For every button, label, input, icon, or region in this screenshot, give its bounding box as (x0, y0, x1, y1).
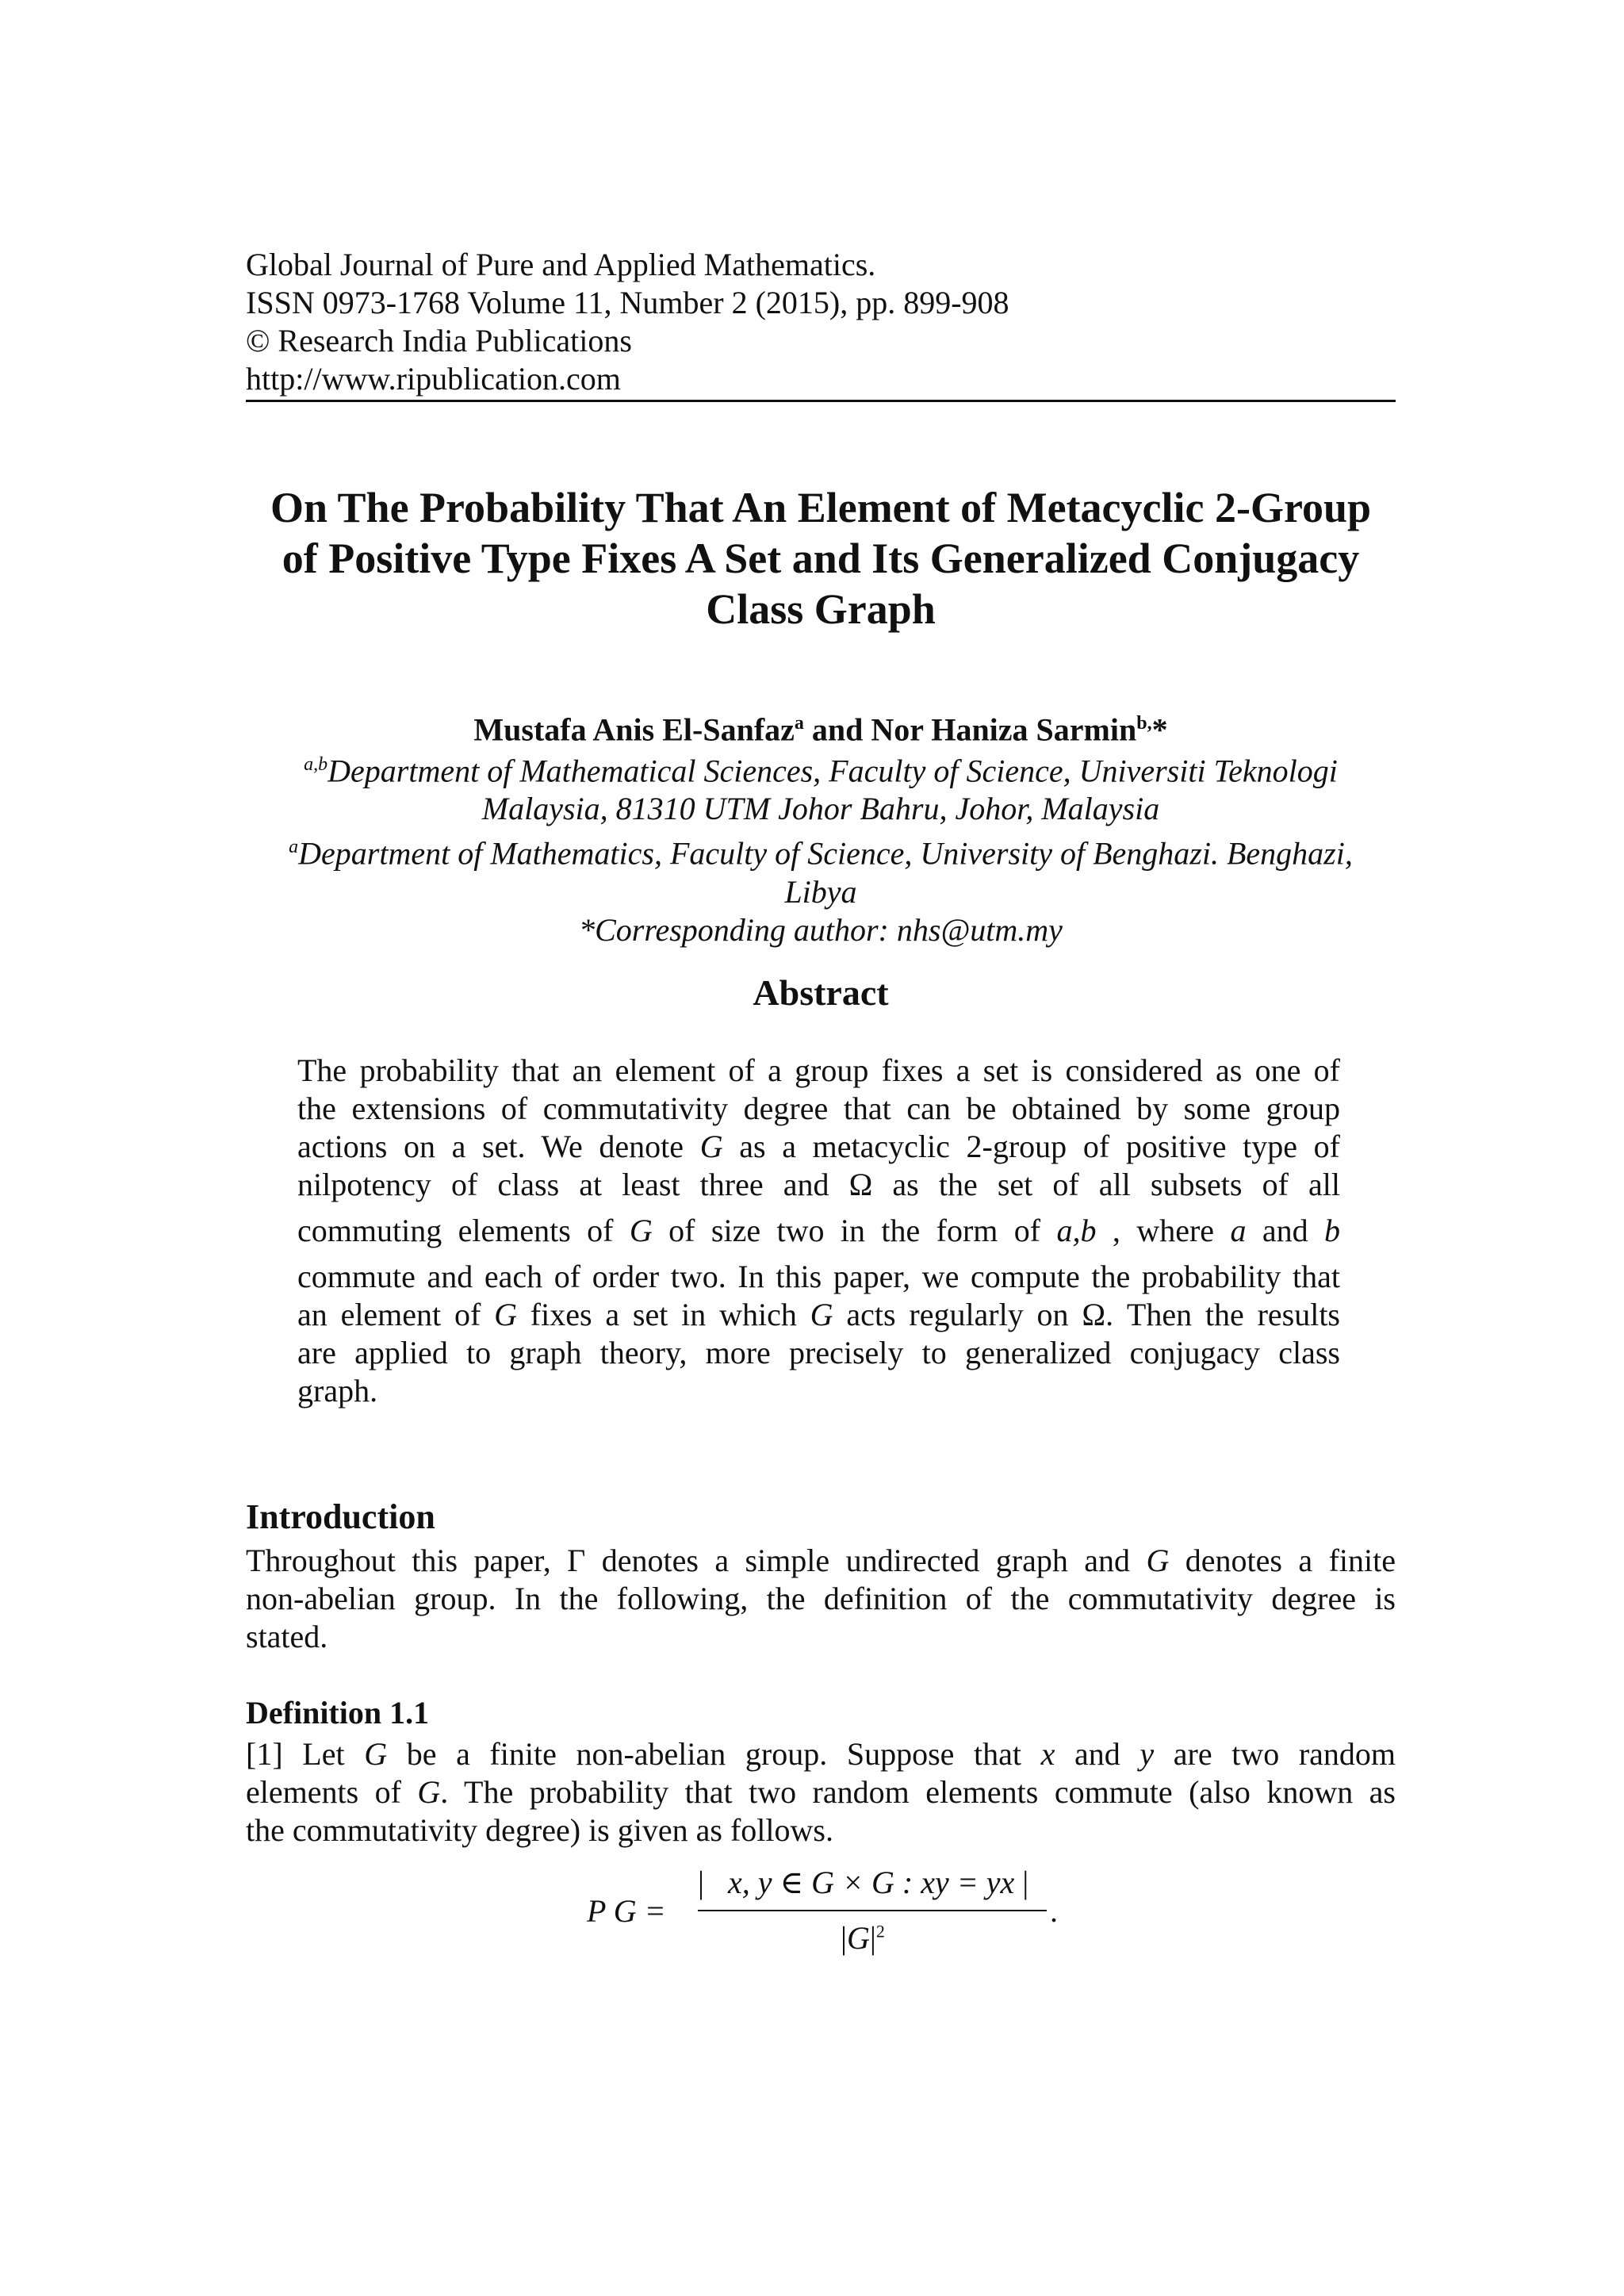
intro-line-3: stated. (246, 1619, 328, 1654)
aff-1-line-2: Malaysia, 81310 UTM Johor Bahru, Johor, Malaysia (481, 791, 1160, 827)
intro-line-1: Throughout this paper, Γ denotes a simple undirected graph and G denotes a finite (246, 1543, 1396, 1578)
aff-2-line-1: Department of Mathematics, Faculty of Science, University of Benghazi. Benghazi, (298, 835, 1353, 872)
def-line-3: the commutativity degree) is given as follows. (246, 1812, 833, 1848)
def-line-1: [1] Let G be a finite non-abelian group. Suppose that x and y are two random (246, 1736, 1396, 1772)
abstract-line-7: an element of G fixes a set in which G acts regularly on Ω. Then the results (297, 1297, 1340, 1332)
abstract-heading: Abstract (753, 972, 889, 1013)
abstract-line-8: are applied to graph theory, more precisely to generalized conjugacy class (297, 1335, 1340, 1370)
abstract-line-6: commute and each of order two. In this paper, we compute the probability that (297, 1259, 1340, 1294)
author-1-sup: a (794, 713, 804, 734)
formula-denominator: $|G|^2$ (841, 1920, 885, 1956)
journal-header (246, 246, 1396, 398)
definition-heading: Definition 1.1 (246, 1695, 430, 1731)
math-a: a (1230, 1213, 1247, 1248)
intro-line-2: non-abelian group. In the following, the definition of the commutativity degree is (246, 1581, 1396, 1616)
math-b: b (1324, 1213, 1341, 1248)
journal-publisher: © Research India Publications (246, 323, 632, 358)
corresponding-mark: * (1151, 711, 1168, 748)
math-ab: a,b (1056, 1213, 1097, 1248)
title-line-3: Class Graph (706, 585, 936, 633)
abstract-line-9: graph. (297, 1373, 378, 1409)
commutativity-degree-formula (587, 1864, 1078, 1967)
author-line (222, 704, 1419, 749)
paper-title (222, 482, 1419, 634)
math-G: G (417, 1774, 441, 1810)
aff-2-sup: a (289, 837, 299, 858)
abstract-text (297, 1052, 1340, 1410)
abstract-line-2: the extensions of commutativity degree that can be obtained by some group (297, 1091, 1340, 1126)
journal-url[interactable]: http://www.ripublication.com (246, 361, 621, 397)
journal-issn: ISSN 0973-1768 Volume 11, Number 2 (2015), pp. 899-908 (246, 285, 1009, 320)
math-G: G (699, 1129, 723, 1164)
author-2-sup: b, (1136, 713, 1152, 734)
math-G: G (494, 1297, 517, 1332)
introduction-heading: Introduction (246, 1497, 435, 1536)
def-line-2: elements of G. The probability that two random elements commute (also known as (246, 1774, 1396, 1810)
formula-numerator: | x, y ∈ G × G : xy = yx | (698, 1865, 1029, 1900)
aff-1-sup: a,b (304, 754, 328, 775)
formula-period: . (1050, 1893, 1058, 1929)
formula-exponent: 2 (875, 1921, 885, 1941)
author-conjunction: and (803, 711, 871, 748)
abstract-line-3: actions on a set. We denote G as a metacyclic 2-group of positive type of (297, 1129, 1340, 1164)
author-2: Nor Haniza Sarmin (871, 711, 1137, 748)
author-1: Mustafa Anis El-Sanfaz (473, 711, 795, 748)
definition-text (246, 1735, 1396, 1849)
abstract-line-1: The probability that an element of a group fixes a set is considered as one of (297, 1052, 1340, 1088)
math-x: x (1040, 1736, 1055, 1772)
math-G: G (364, 1736, 388, 1772)
title-line-1: On The Probability That An Element of Metacyclic 2-Group (270, 484, 1372, 531)
math-G: G (1146, 1543, 1170, 1578)
fraction-bar (698, 1910, 1047, 1911)
math-y: y (1139, 1736, 1155, 1772)
math-G: G (629, 1213, 653, 1248)
abstract-line-4: nilpotency of class at least three and Ω as the set of all subsets of all (297, 1167, 1340, 1202)
affiliations (222, 746, 1419, 949)
aff-1-line-1: Department of Mathematical Sciences, Faculty of Science, Universiti Teknologi (327, 753, 1338, 789)
math-G: G (810, 1297, 833, 1332)
aff-2-line-2: Libya (784, 873, 857, 910)
introduction-text (246, 1542, 1396, 1656)
header-divider (246, 400, 1396, 402)
formula-lhs: P G = (587, 1893, 666, 1929)
journal-name: Global Journal of Pure and Applied Mathematics. (246, 247, 876, 282)
corresponding-author: *Corresponding author: nhs@utm.my (579, 911, 1063, 948)
abstract-line-5: commuting elements of G of size two in the form of a,b , where a and b (297, 1213, 1341, 1248)
title-line-2: of Positive Type Fixes A Set and Its Generalized Conjugacy (282, 535, 1360, 582)
